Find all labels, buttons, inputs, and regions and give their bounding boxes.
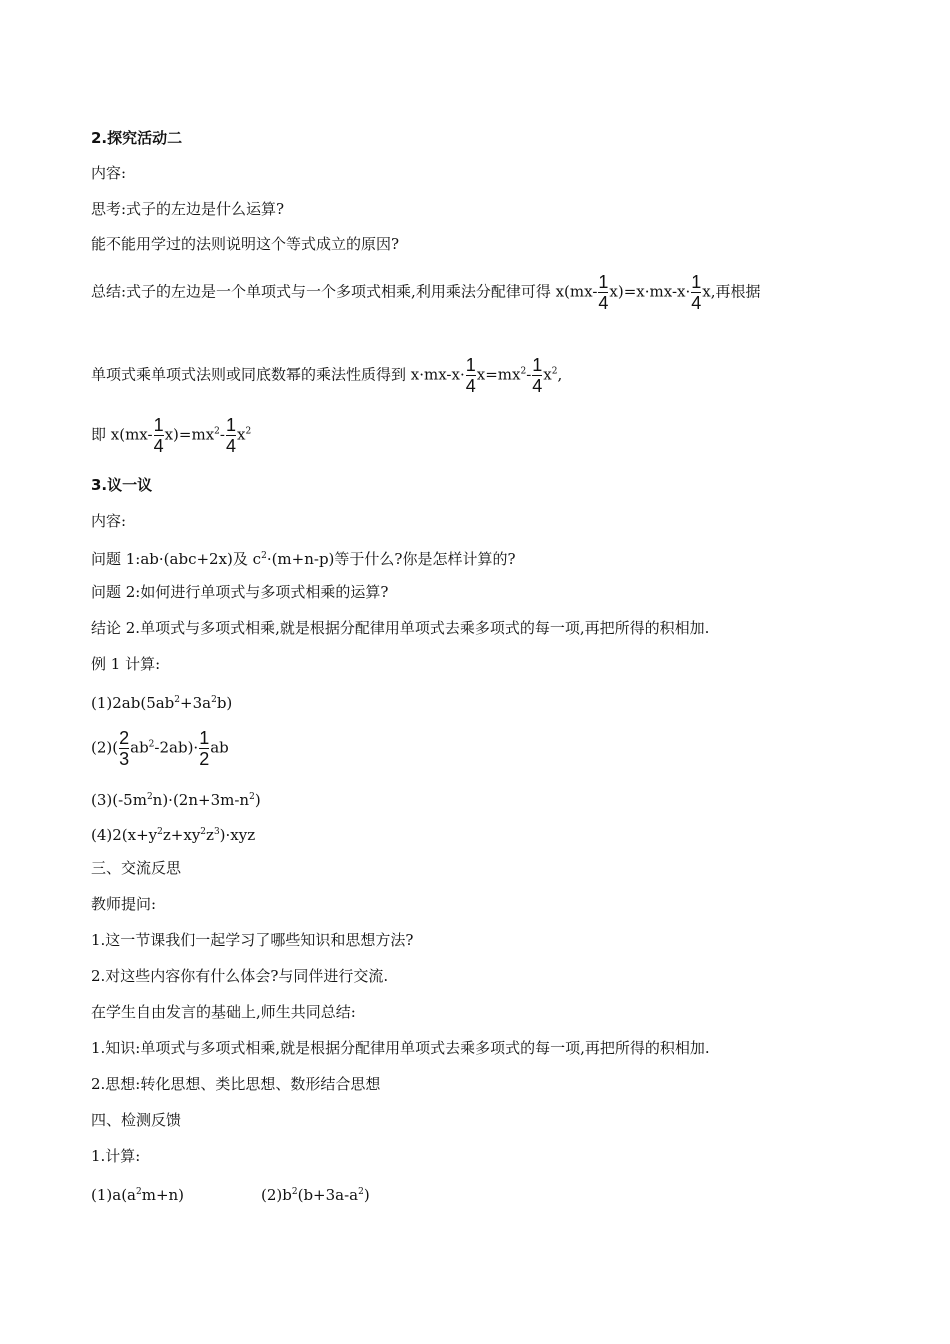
example-label: 例 1 计算:	[91, 655, 161, 673]
content-label: 内容:	[91, 164, 127, 182]
fraction-one-quarter: $\frac{1}{4}$	[598, 272, 609, 313]
fraction-two-thirds: $\frac{2}{3}$	[119, 728, 130, 769]
section-title-activity-2: 2.探究活动二	[91, 129, 183, 147]
fraction-one-quarter: $\frac{1}{4}$	[532, 355, 543, 396]
question-2: 问题 2:如何进行单项式与多项式相乘的运算?	[91, 583, 389, 601]
exercise-row	[91, 1182, 370, 1205]
fraction-one-quarter: $\frac{1}{4}$	[691, 272, 702, 313]
rule-line: 单项式乘单项式法则或同底数幂的乘法性质得到 x·mx-x· $\frac{1}{4}$ $x=mx^2-$ $\frac{1}{4}$ $x^2$,	[91, 355, 563, 396]
fraction-one-quarter: $\frac{1}{4}$	[465, 355, 476, 396]
teacher-questions-label: 教师提问:	[91, 895, 157, 913]
section-feedback: 四、检测反馈	[91, 1111, 182, 1129]
fraction-one-quarter: $\frac{1}{4}$	[225, 415, 236, 456]
example-item-2: (2)( $\frac{2}{3}$ $ab^2-2ab)\cdot$ $\frac{1}{2}$ ab	[91, 728, 229, 769]
teacher-question-2: 2.对这些内容你有什么体会?与同伴进行交流.	[91, 967, 389, 985]
result-line: 即 x(mx- $\frac{1}{4}$ $x)=mx^2-$ $\frac{1}{4}$ $x^2$	[91, 415, 252, 456]
exercise-1: $(1)a(a^2m+n)$	[91, 1186, 185, 1204]
summary-line: 总结:式子的左边是一个单项式与一个多项式相乘,利用乘法分配律可得 x(mx- $\frac{1}{4}$ x)=x·mx-x· $\frac{1}{4}$ x,再根据	[91, 272, 761, 313]
fraction-one-quarter: $\frac{1}{4}$	[153, 415, 164, 456]
content-label: 内容:	[91, 512, 127, 530]
section-title-discuss: 3.议一议	[91, 476, 153, 494]
conclusion-2: 结论 2.单项式与多项式相乘,就是根据分配律用单项式去乘多项式的每一项,再把所得的积相加.	[91, 619, 710, 637]
calc-label: 1.计算:	[91, 1147, 141, 1165]
fraction-one-half: $\frac{1}{2}$	[199, 728, 210, 769]
example-item-4: $(4)2(x+y^2z+xy^2z^3)\cdot xyz$	[91, 826, 256, 844]
section-reflection: 三、交流反思	[91, 859, 182, 877]
question-1: 问题 1:ab·(abc+2x)及 $c^2\cdot(m+n-p)$等于什么?你是怎样计算的?	[91, 550, 516, 568]
think-question: 思考:式子的左边是什么运算?	[91, 200, 285, 218]
exercise-2: $(2)b^2(b+3a-a^2)$	[261, 1186, 370, 1204]
example-item-1: $(1)2ab(5ab^2+3a^2b)$	[91, 694, 233, 712]
summary-intro: 在学生自由发言的基础上,师生共同总结:	[91, 1003, 356, 1021]
teacher-question-1: 1.这一节课我们一起学习了哪些知识和思想方法?	[91, 931, 414, 949]
thought-point: 2.思想:转化思想、类比思想、数形结合思想	[91, 1075, 381, 1093]
rule-question: 能不能用学过的法则说明这个等式成立的原因?	[91, 235, 400, 253]
knowledge-point: 1.知识:单项式与多项式相乘,就是根据分配律用单项式去乘多项式的每一项,再把所得的积相加.	[91, 1039, 710, 1057]
example-item-3: $(3)(-5m^2n)\cdot(2n+3m-n^2)$	[91, 791, 261, 809]
